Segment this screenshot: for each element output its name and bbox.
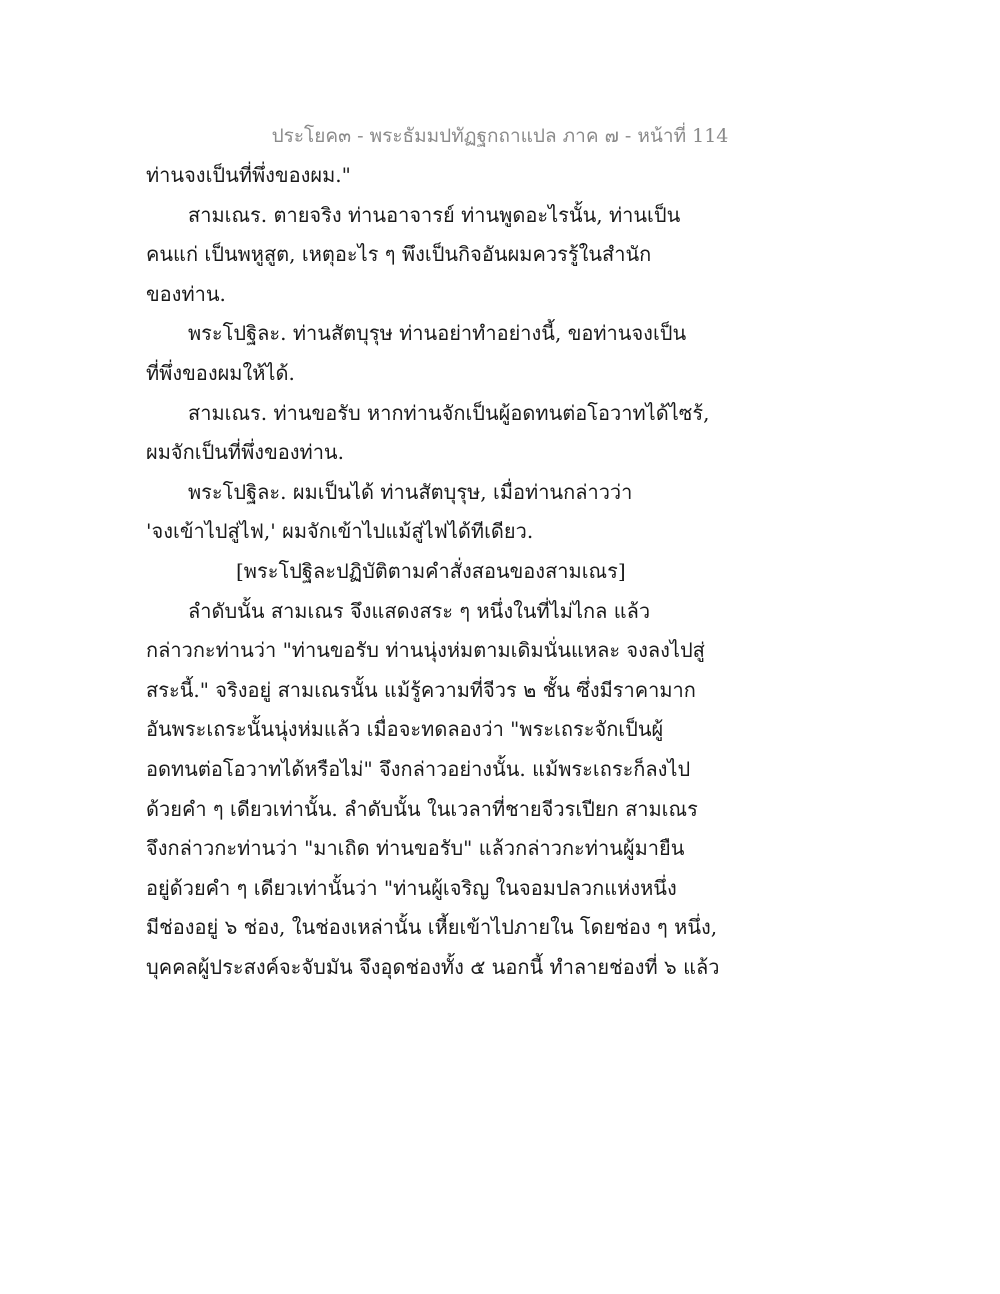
text-line: บุคคลผู้ประสงค์จะจับมัน จึงอุดช่องทั้ง ๕ นอกนี้ ทำลายช่องที่ ๖ แล้ว (146, 954, 720, 979)
page-body (146, 156, 720, 987)
text-line: กล่าวกะท่านว่า "ท่านขอรับ ท่านนุ่งห่มตามเดิมนั่นแหละ จงลงไปสู่ (146, 638, 705, 663)
text-line: สามเณร. ท่านขอรับ หากท่านจักเป็นผู้อดทนต่อโอวาทได้ไซร้, (188, 400, 710, 425)
text-line: 'จงเข้าไปสู่ไฟ,' ผมจักเข้าไปแม้สู่ไฟได้ทีเดียว. (146, 519, 534, 544)
text-line: มีช่องอยู่ ๖ ช่อง, ในช่องเหล่านั้น เหี้ยเข้าไปภายใน โดยช่อง ๆ หนึ่ง, (146, 915, 718, 940)
text-line: อันพระเถระนั้นนุ่งห่มแล้ว เมื่อจะทดลองว่า "พระเถระจักเป็นผู้ (146, 717, 664, 742)
text-line: พระโปฐิละ. ท่านสัตบุรุษ ท่านอย่าทำอย่างนี้, ขอท่านจงเป็น (188, 321, 687, 346)
text-line: คนแก่ เป็นพหูสูต, เหตุอะไร ๆ พึงเป็นกิจอันผมควรรู้ในสำนัก (146, 242, 652, 267)
text-line: ด้วยคำ ๆ เดียวเท่านั้น. ลำดับนั้น ในเวลาที่ชายจีวรเปียก สามเณร (146, 796, 698, 821)
text-line: ที่พึ่งของผมให้ได้. (146, 360, 295, 385)
page-header: ประโยค๓ - พระธัมมปทัฏฐกถาแปล ภาค ๗ - หน้าที่ 114 (271, 125, 729, 147)
text-line: ลำดับนั้น สามเณร จึงแสดงสระ ๆ หนึ่งในที่ไม่ไกล แล้ว (188, 598, 651, 623)
text-line: ผมจักเป็นที่พึ่งของท่าน. (146, 440, 344, 465)
text-line: พระโปฐิละ. ผมเป็นได้ ท่านสัตบุรุษ, เมื่อท่านกล่าวว่า (188, 479, 633, 504)
text-line: อดทนต่อโอวาทได้หรือไม่" จึงกล่าวอย่างนั้น. แม้พระเถระก็ลงไป (146, 756, 691, 781)
section-heading: [พระโปฐิละปฏิบัติตามคำสั่งสอนของสามเณร] (236, 558, 626, 583)
text-line: ท่านจงเป็นที่พึ่งของผม." (146, 163, 351, 187)
text-line: จึงกล่าวกะท่านว่า "มาเถิด ท่านขอรับ" แล้วกล่าวกะท่านผู้มายืน (146, 836, 685, 861)
text-line: อยู่ด้วยคำ ๆ เดียวเท่านั้นว่า "ท่านผู้เจริญ ในจอมปลวกแห่งหนึ่ง (146, 875, 677, 900)
text-line: ของท่าน. (146, 281, 226, 306)
text-line: สามเณร. ตายจริง ท่านอาจารย์ ท่านพูดอะไรนั้น, ท่านเป็น (188, 202, 681, 227)
text-line: สระนี้." จริงอยู่ สามเณรนั้น แม้รู้ความที่จีวร ๒ ชั้น ซึ่งมีราคามาก (146, 677, 696, 702)
